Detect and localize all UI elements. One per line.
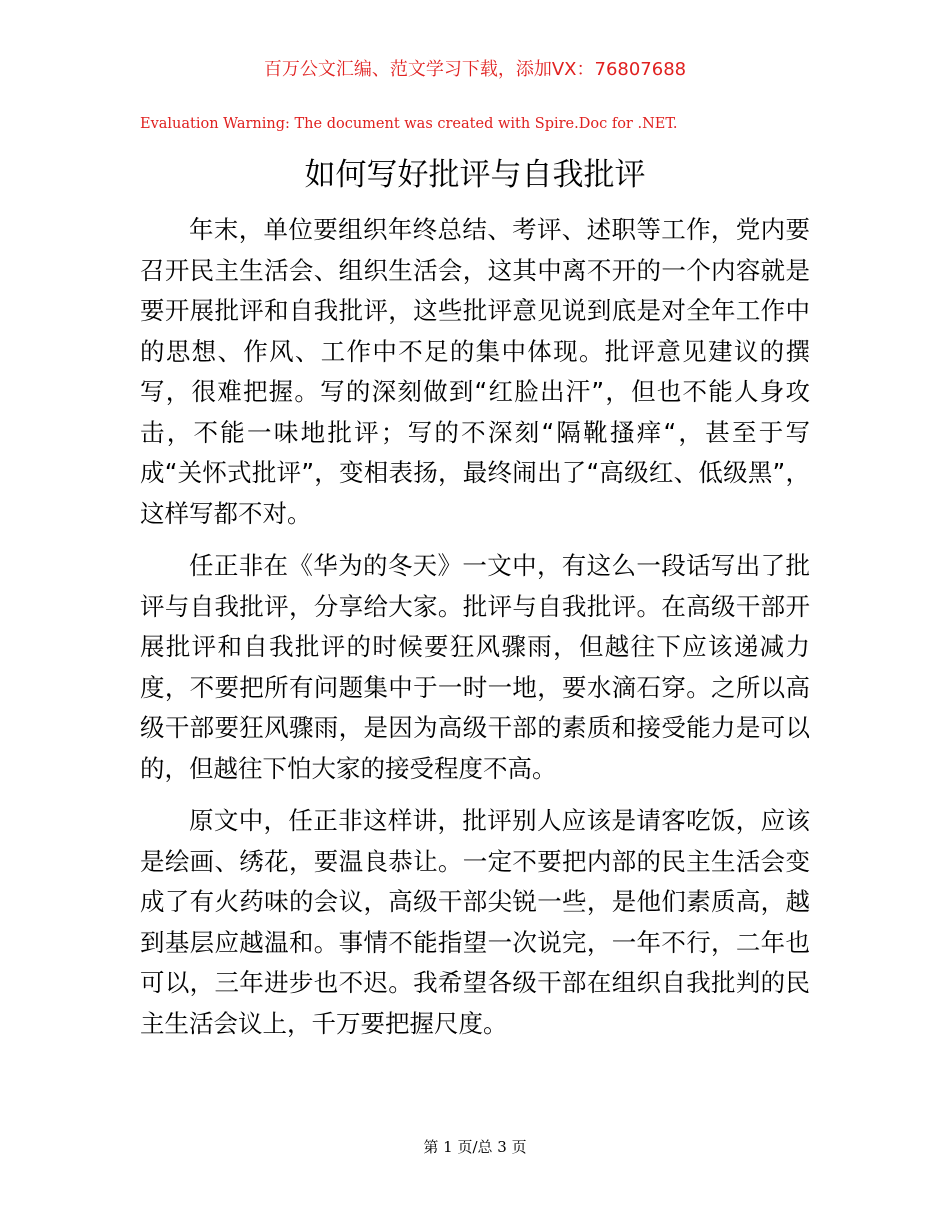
header-promo-text: 百万公文汇编、范文学习下载，添加VX：76807688 bbox=[263, 59, 687, 80]
paragraph-1: 年末，单位要组织年终总结、考评、述职等工作，党内要召开民主生活会、组织生活会，这其中离不开的一个内容就是要开展批评和自我批评，这些批评意见说到底是对全年工作中的思想、作风、工作中不足的集中体现。批评意见建议的撰写，很难把握。写的深刻做到“红脸出汗”，但也不能人身攻击，不能一味地批评；写的不深刻“隔靴搔痒“，甚至于写成“关怀式批评”，变相表扬，最终闹出了“高级红、低级黑”，这样写都不对。 bbox=[140, 215, 810, 528]
page-number-footer: 第 1 页/总 3 页 bbox=[423, 1138, 527, 1156]
document-title: 如何写好批评与自我批评 bbox=[304, 157, 646, 193]
paragraph-2: 任正非在《华为的冬天》一文中，有这么一段话写出了批评与自我批评，分享给大家。批评与自我批评。在高级干部开展批评和自我批评的时候要狂风骤雨，但越往下应该递减力度，不要把所有问题集中于一时一地，要水滴石穿。之所以高级干部要狂风骤雨，是因为高级干部的素质和接受能力是可以的，但越往下怕大家的接受程度不高。 bbox=[140, 551, 810, 783]
document-body bbox=[140, 210, 810, 1056]
paragraph-3: 原文中，任正非这样讲，批评别人应该是请客吃饭，应该是绘画、绣花，要温良恭让。一定不要把内部的民主生活会变成了有火药味的会议，高级干部尖锐一些，是他们素质高，越到基层应越温和。事情不能指望一次说完，一年不行，二年也可以，三年进步也不迟。我希望各级干部在组织自我批判的民主生活会议上，千万要把握尺度。 bbox=[140, 806, 810, 1038]
evaluation-warning: Evaluation Warning: The document was created with Spire.Doc for .NET. bbox=[140, 116, 678, 132]
